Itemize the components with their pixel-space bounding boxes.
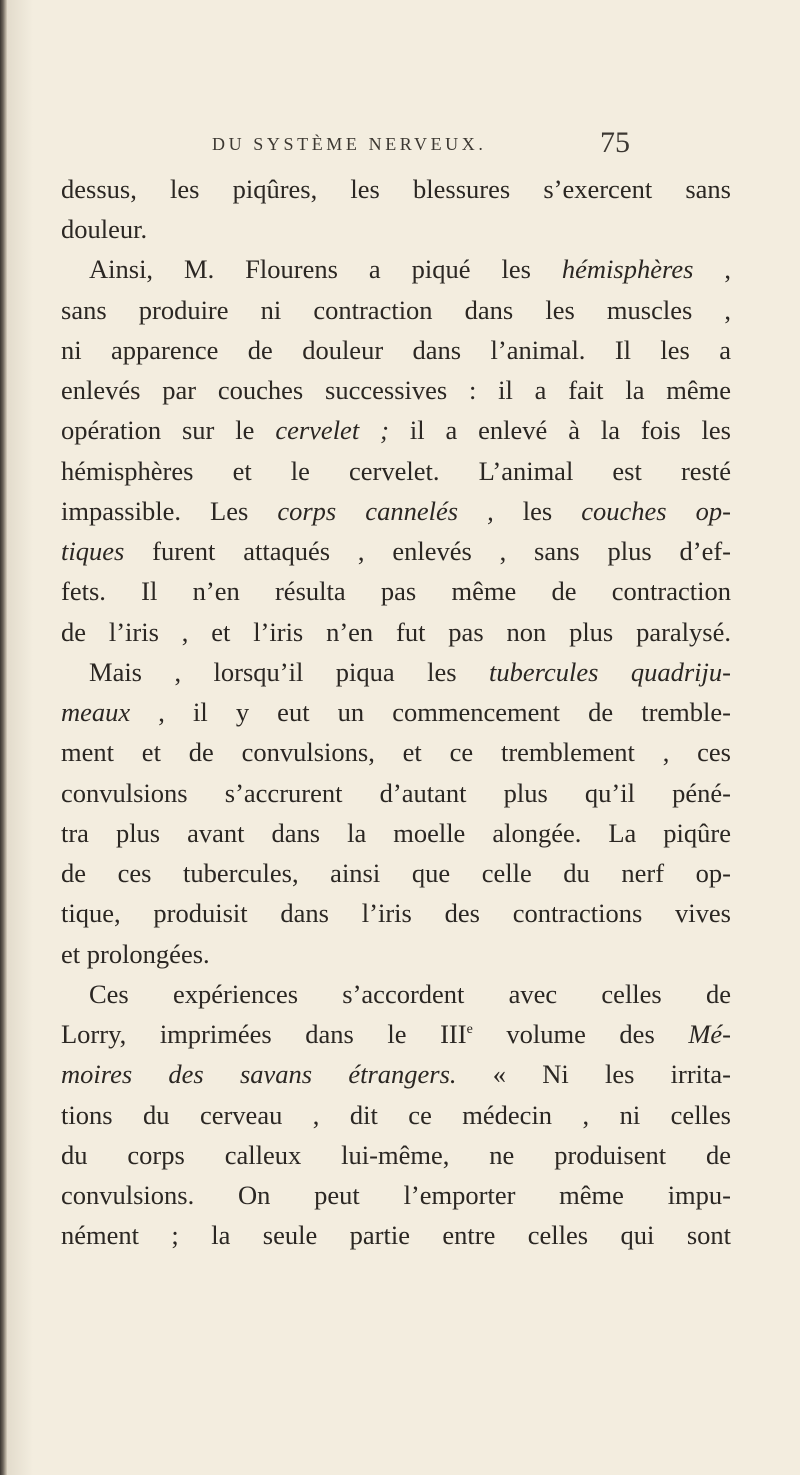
- line-text: « Ni les irrita-: [456, 1059, 731, 1089]
- italic-text: meaux: [61, 697, 131, 727]
- line-text: ,: [693, 254, 732, 284]
- text-line: [61, 491, 731, 531]
- text-line: [61, 853, 731, 893]
- line-text: Ainsi, M. Flourens a piqué les: [89, 254, 562, 284]
- line-text: et prolongées.: [61, 939, 210, 969]
- line-text: volume des: [472, 1019, 689, 1049]
- line-text: fets. Il n’en résulta pas même de contraction: [61, 576, 731, 606]
- line-text: convulsions. On peut l’emporter même impu-: [61, 1180, 731, 1210]
- text-line: [61, 1175, 731, 1215]
- line-text: Ces expériences s’accordent avec celles de: [89, 979, 731, 1009]
- line-text: de ces tubercules, ainsi que celle du nerf op-: [61, 858, 731, 888]
- line-text: les: [493, 496, 582, 526]
- text-line: [61, 209, 731, 249]
- line-text: hémisphères et le cervelet. L’animal est resté: [61, 456, 731, 486]
- line-text: de l’iris , et l’iris n’en fut pas non plus paralysé.: [61, 617, 731, 647]
- text-line: [61, 1014, 731, 1054]
- line-text: nément ; la seule partie entre celles qui sont: [61, 1220, 731, 1250]
- line-text: sans produire ni contraction dans les muscles ,: [61, 295, 731, 325]
- page-number: 75: [600, 126, 630, 159]
- italic-text: hémisphères: [561, 254, 694, 284]
- italic-text: tiques: [61, 536, 125, 566]
- text-line: [61, 370, 731, 410]
- binding-shadow: [7, 0, 33, 1475]
- binding-edge: [0, 0, 7, 1475]
- line-text: opération sur le: [61, 415, 276, 445]
- line-text: , il y eut un commencement de tremble-: [130, 697, 731, 727]
- text-line: [61, 410, 731, 450]
- text-line: [61, 1095, 731, 1135]
- text-line: [61, 290, 731, 330]
- line-text: tique, produisit dans l’iris des contractions vives: [61, 898, 731, 928]
- line-text: tions du cerveau , dit ce médecin , ni celles: [61, 1100, 731, 1130]
- italic-text: cervelet ;: [275, 415, 389, 445]
- text-line: [61, 1135, 731, 1175]
- text-line: [61, 732, 731, 772]
- line-text: Lorry, imprimées dans le III: [61, 1019, 467, 1049]
- text-line: [61, 692, 731, 732]
- line-text: furent attaqués , enlevés , sans plus d’ef-: [124, 536, 731, 566]
- line-text: ment et de convulsions, et ce tremblement , ces: [61, 737, 731, 767]
- text-line: [89, 249, 731, 289]
- line-text: Mais , lorsqu’il piqua les: [89, 657, 490, 687]
- text-line: [61, 612, 731, 652]
- line-text: du corps calleux lui-même, ne produisent de: [61, 1140, 731, 1170]
- text-line: [61, 330, 731, 370]
- italic-text: couches op-: [581, 496, 731, 526]
- line-text: douleur.: [61, 214, 148, 244]
- line-text: il a enlevé à la fois les: [388, 415, 731, 445]
- running-head: DU SYSTÈME NERVEUX.: [212, 134, 487, 154]
- line-text: dessus, les piqûres, les blessures s’exercent sans: [61, 174, 731, 204]
- text-line: [61, 571, 731, 611]
- line-text: convulsions s’accrurent d’autant plus qu’il péné-: [61, 778, 731, 808]
- text-line: [61, 169, 731, 209]
- text-line: [61, 813, 731, 853]
- line-text: tra plus avant dans la moelle alongée. La piqûre: [61, 818, 731, 848]
- text-line: [61, 893, 731, 933]
- text-line: [61, 531, 731, 571]
- italic-text: tubercules quadriju-: [489, 657, 731, 687]
- italic-text: Mé-: [688, 1019, 732, 1049]
- text-line: [89, 652, 731, 692]
- italic-text: moires des savans étrangers.: [61, 1059, 457, 1089]
- line-text: ni apparence de douleur dans l’animal. Il les a: [61, 335, 731, 365]
- text-line: [61, 1215, 731, 1255]
- text-line: [61, 934, 731, 974]
- text-line: [89, 974, 731, 1014]
- line-text: enlevés par couches successives : il a fait la même: [61, 375, 731, 405]
- superscript-text: e: [466, 1022, 473, 1037]
- text-line: [61, 451, 731, 491]
- italic-text: corps cannelés ,: [277, 496, 494, 526]
- text-line: [61, 1054, 731, 1094]
- line-text: impassible. Les: [61, 496, 278, 526]
- text-line: [61, 773, 731, 813]
